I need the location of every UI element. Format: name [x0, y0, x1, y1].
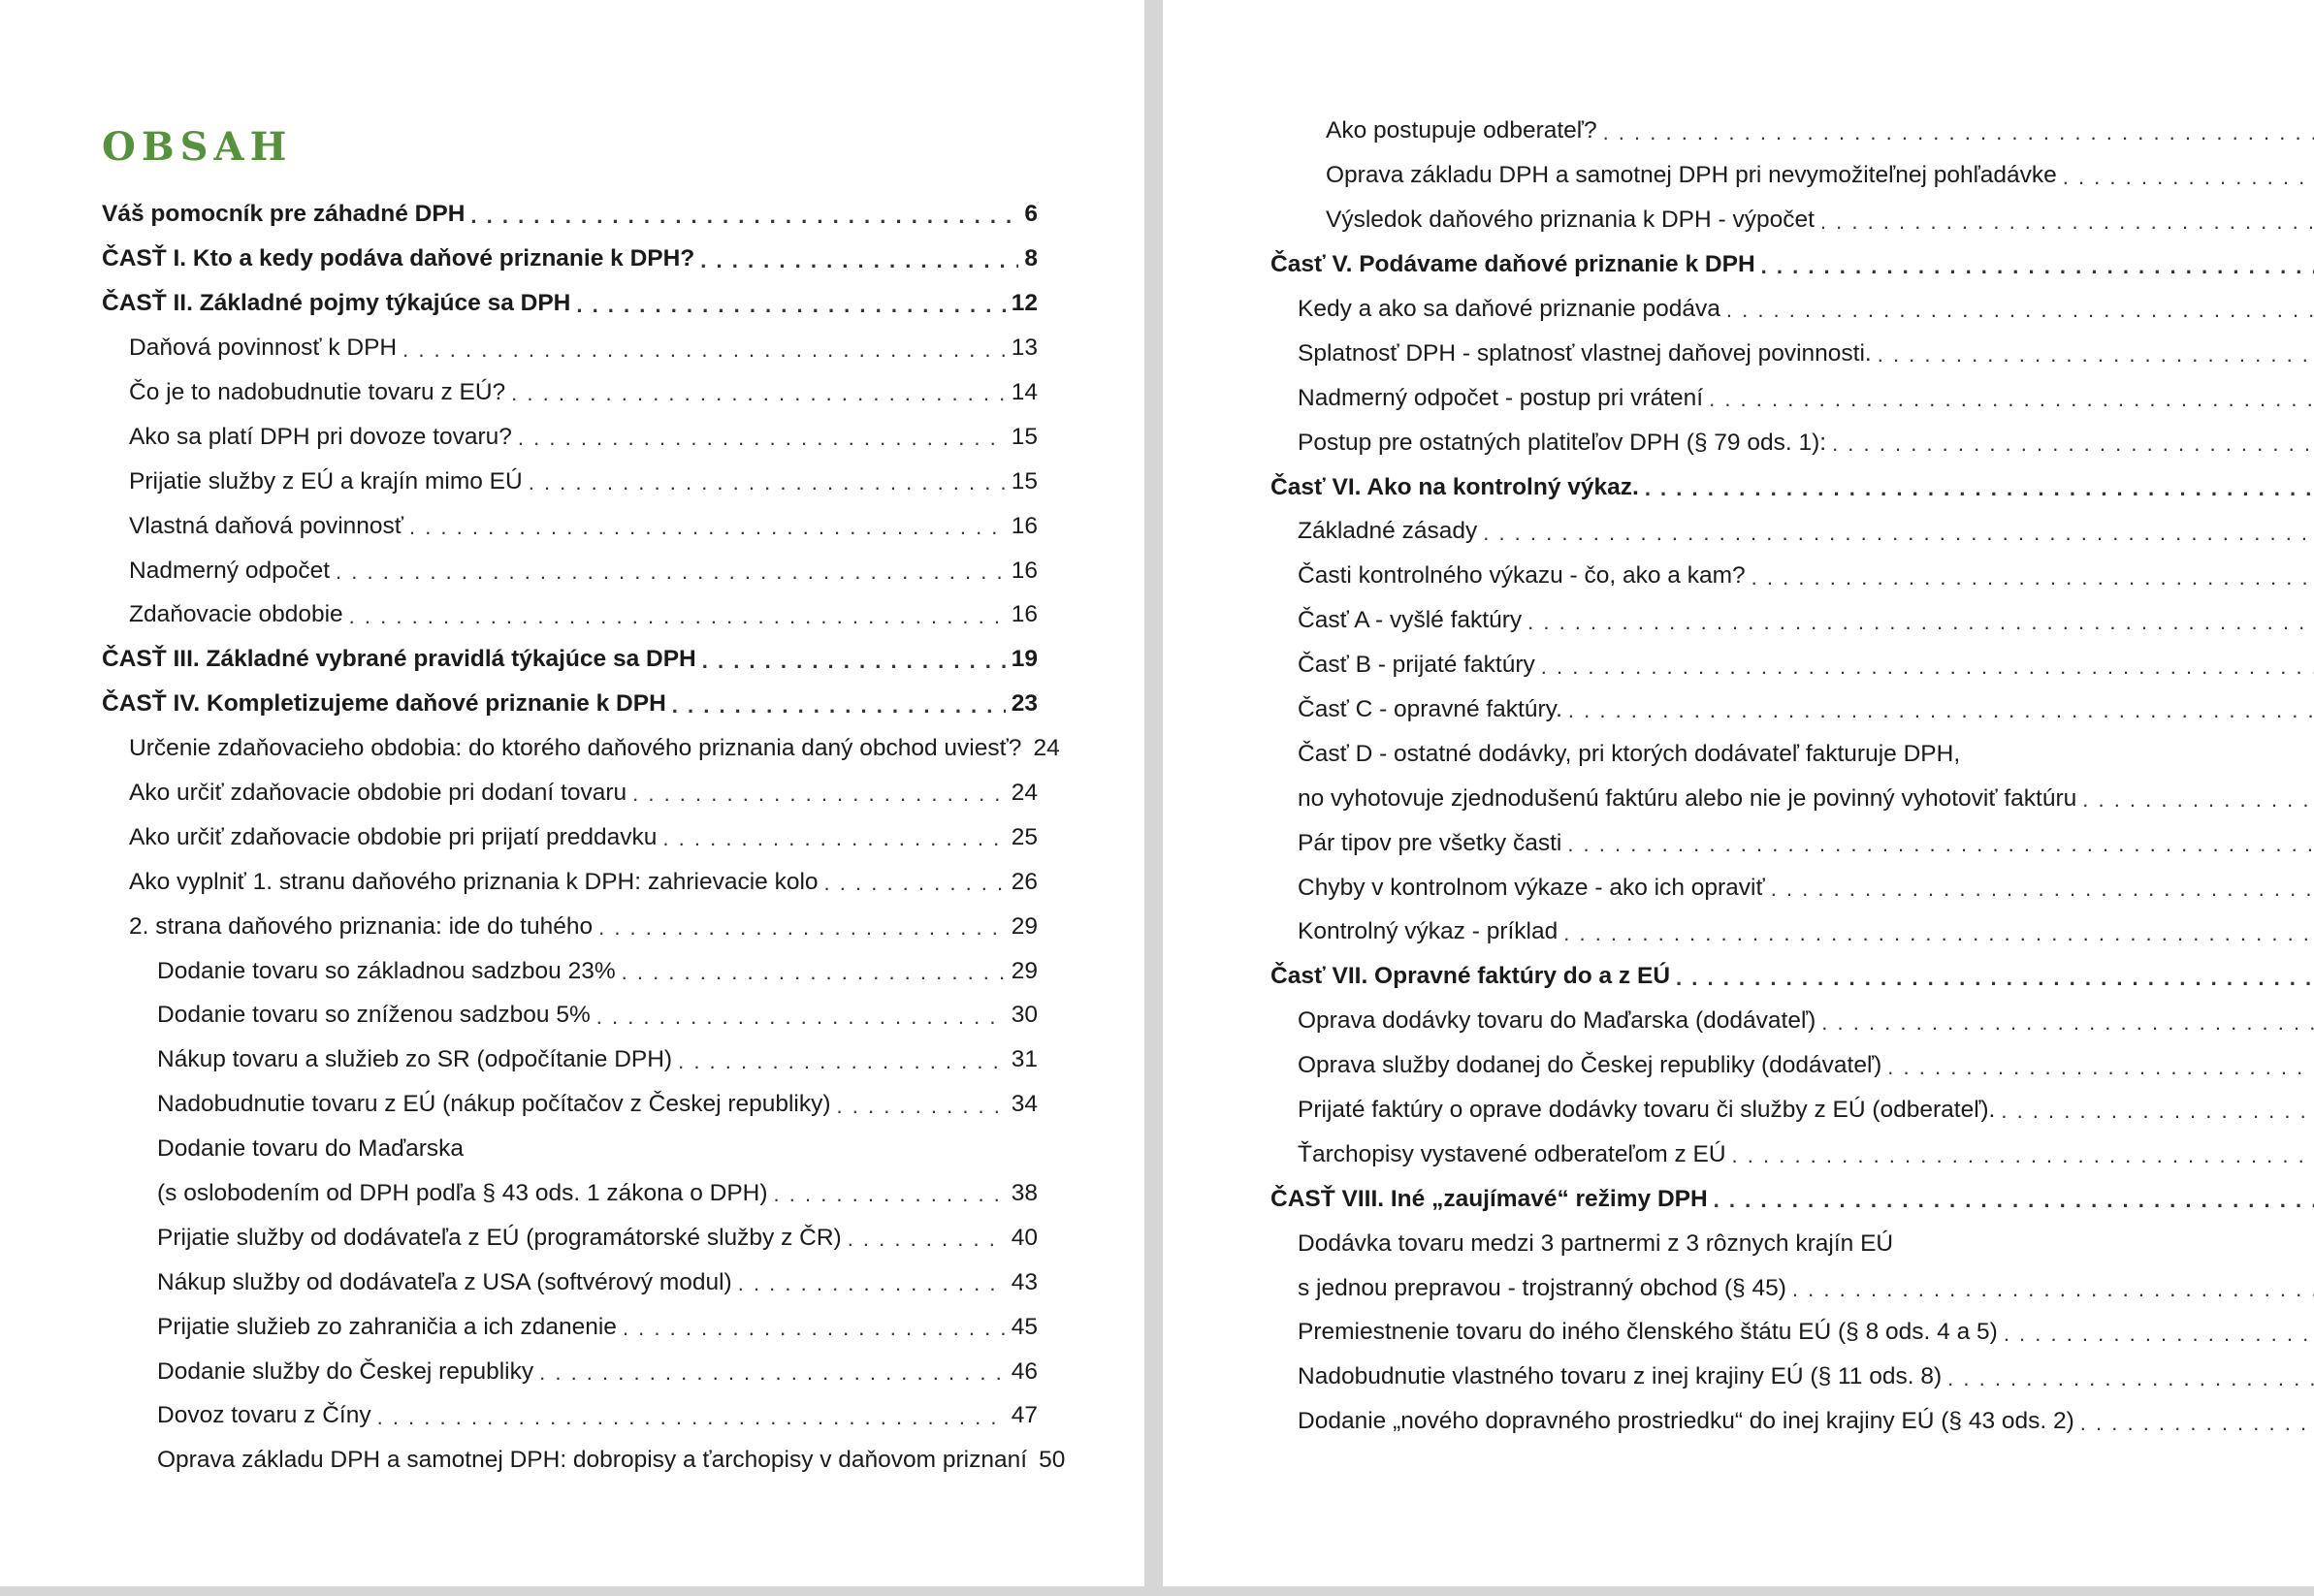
dot-leader [1568, 700, 2314, 721]
dot-leader [672, 695, 1006, 717]
toc-entry-title: ČASŤ III. Základné vybrané pravidlá týkajúce sa DPH [102, 646, 696, 673]
toc-entry-title: Oprava základu DPH a samotnej DPH: dobropisy a ťarchopisy v daňovom priznaní [157, 1447, 1028, 1474]
toc-entry-title: Dodanie „nového dopravného prostriedku“ do inej krajiny EÚ (§ 43 ods. 2) [1298, 1408, 2074, 1435]
toc-entry-page-number: 24 [1011, 779, 1038, 806]
toc-entry[interactable] [102, 546, 1038, 591]
toc-entry-title: Vlastná daňová povinnosť [129, 512, 403, 539]
toc-entry[interactable] [102, 190, 1038, 235]
toc-entry-title: Nadobudnutie tovaru z EÚ (nákup počítačov z Českej republiky) [157, 1091, 831, 1118]
dot-leader [1887, 1057, 2314, 1078]
toc-entry-page-number: 8 [1024, 245, 1038, 272]
dot-leader [598, 917, 1006, 939]
toc-entry[interactable] [1270, 418, 2314, 463]
toc-entry[interactable] [102, 591, 1038, 635]
toc-entry-page-number: 50 [1039, 1447, 1066, 1474]
toc-entry-title: Oprava služby dodanej do Českej republiky (dodávateľ) [1298, 1052, 1882, 1079]
toc-entry-page-number: 46 [1011, 1357, 1038, 1385]
toc-entry-title: 2. strana daňového priznania: ide do tuhého [129, 912, 594, 940]
toc-entry[interactable] [1270, 908, 2314, 952]
toc-entry-title: (s oslobodením od DPH podľa § 43 ods. 1 zákona o DPH) [157, 1179, 768, 1206]
toc-entry-title: Splatnosť DPH - splatnosť vlastnej daňovej povinnosti. [1298, 339, 1872, 367]
toc-entry-title: Nadmerný odpočet - postup pri vrátení [1298, 384, 1704, 411]
toc-entry-page-number: 16 [1011, 512, 1038, 539]
toc-entry[interactable] [1270, 151, 2314, 196]
toc-entry[interactable] [1270, 329, 2314, 373]
dot-leader [1541, 656, 2314, 678]
dot-leader [2063, 167, 2314, 188]
toc-entry-title: Dodanie tovaru so zníženou sadzbou 5% [157, 1002, 591, 1029]
toc-entry-title: s jednou prepravou - trojstranný obchod (§ 45) [1298, 1274, 1786, 1301]
toc-entry[interactable] [1270, 240, 2314, 285]
toc-entry-title: Určenie zdaňovacieho obdobia: do ktorého daňového priznania daný obchod uviesť? [129, 735, 1022, 762]
toc-entry[interactable] [102, 501, 1038, 546]
toc-entry-page-number: 40 [1011, 1224, 1038, 1251]
toc-entry[interactable] [102, 1436, 1066, 1481]
toc-entry-title: Chyby v kontrolnom výkaze - ako ich opraviť [1298, 874, 1765, 901]
dot-leader [2080, 1413, 2314, 1434]
toc-entry-title: Dodávka tovaru medzi 3 partnermi z 3 rôznych krajín EÚ [1298, 1229, 1894, 1257]
toc-entry-title: Ako určiť zdaňovacie obdobie pri prijatí preddavku [129, 823, 658, 850]
dot-leader [662, 828, 1005, 849]
dot-leader [539, 1362, 1006, 1384]
toc-entry-page-number: 24 [1033, 735, 1060, 762]
dot-leader [402, 339, 1006, 361]
toc-entry-title: Nákup služby od dodávateľa z USA (softvérový modul) [157, 1268, 732, 1295]
toc-entry-title: Výsledok daňového priznania k DPH - výpočet [1326, 207, 1815, 234]
toc-entry-title: Dodanie služby do Českej republiky [157, 1357, 534, 1385]
toc-entry-page-number: 25 [1011, 823, 1038, 850]
dot-leader [738, 1273, 1006, 1294]
toc-entry[interactable] [1270, 196, 2314, 240]
toc-entry-page-number: 26 [1011, 868, 1038, 895]
toc-entry-title: Postup pre ostatných platiteľov DPH (§ 79 ods. 1): [1298, 429, 1827, 456]
toc-entry-title: Nadobudnutie vlastného tovaru z inej krajiny EÚ (§ 11 ods. 8) [1298, 1363, 1943, 1390]
dot-leader [1714, 1190, 2314, 1211]
toc-entry[interactable] [1270, 1353, 2314, 1397]
toc-entry-title: Časť A - vyšlé faktúry [1298, 607, 1523, 634]
toc-entry[interactable] [102, 1391, 1038, 1436]
dot-leader [1563, 923, 2314, 944]
toc-entry-title: Kontrolný výkaz - príklad [1298, 918, 1559, 945]
dot-leader [529, 472, 1006, 494]
dot-leader [1527, 612, 2314, 633]
toc-entry[interactable] [102, 680, 1038, 724]
toc-entry[interactable] [102, 813, 1038, 857]
dot-leader [1947, 1368, 2314, 1389]
toc-entry[interactable] [102, 1213, 1038, 1258]
toc-entry-title: Ťarchopisy vystavené odberateľom z EÚ [1298, 1140, 1726, 1167]
dot-leader [1820, 211, 2314, 233]
dot-leader [1645, 478, 2314, 499]
dot-leader [678, 1051, 1006, 1072]
toc-entry-title: Daňová povinnosť k DPH [129, 335, 398, 362]
dot-leader [632, 783, 1006, 805]
toc-entry-title: Dodanie tovaru do Maďarska [157, 1135, 465, 1163]
toc-entry[interactable] [1270, 641, 2314, 686]
dot-leader [1821, 1012, 2314, 1034]
toc-list-right [1270, 107, 2314, 1442]
toc-entry[interactable] [102, 457, 1038, 501]
toc-entry[interactable] [1270, 1086, 2314, 1131]
toc-entry-page-number: 30 [1011, 1002, 1038, 1029]
dot-leader [2082, 789, 2314, 811]
dot-leader [1676, 968, 2314, 989]
toc-entry-title: Pár tipov pre všetky časti [1298, 829, 1562, 856]
toc-entry[interactable] [102, 412, 1038, 457]
dot-leader [700, 250, 1018, 271]
toc-entry[interactable] [1270, 686, 2314, 730]
toc-entry[interactable] [1270, 1397, 2314, 1442]
toc-entry[interactable] [102, 724, 1060, 769]
toc-entry-title: Prijatie služieb zo zahraničia a ich zdanenie [157, 1313, 617, 1340]
right-page [1163, 0, 2314, 1586]
dot-leader [622, 962, 1006, 983]
toc-entry-page-number: 47 [1011, 1402, 1038, 1429]
toc-entry-title: Ako vyplniť 1. stranu daňového priznania k DPH: zahrievacie kolo [129, 868, 819, 895]
toc-entry-title: Dodanie tovaru so základnou sadzbou 23% [157, 957, 616, 984]
toc-entry[interactable] [102, 991, 1038, 1036]
dot-leader [470, 206, 1018, 227]
toc-entry-title: Váš pomocník pre záhadné DPH [102, 201, 466, 228]
toc-entry[interactable] [102, 368, 1038, 413]
dot-leader [1792, 1279, 2314, 1300]
toc-entry[interactable] [1270, 463, 2314, 507]
toc-entry-page-number: 29 [1011, 957, 1038, 984]
toc-entry-title: Zdaňovacie obdobie [129, 601, 343, 628]
toc-entry-title: Časť B - prijaté faktúry [1298, 652, 1535, 679]
dot-leader [2004, 1324, 2314, 1345]
toc-entry-title: Základné zásady [1298, 518, 1478, 545]
toc-entry[interactable] [1270, 774, 2314, 818]
toc-entry-title: Premiestnenie tovaru do iného členského štátu EÚ (§ 8 ods. 4 a 5) [1298, 1319, 1998, 1346]
toc-entry[interactable] [1270, 107, 2314, 151]
toc-entry[interactable] [102, 1169, 1038, 1214]
dot-leader [1752, 567, 2314, 589]
toc-entry-title: ČASŤ I. Kto a kedy podáva daňové priznanie k DPH? [102, 245, 695, 272]
toc-entry-page-number: 15 [1011, 467, 1038, 495]
toc-entry[interactable] [1270, 1130, 2314, 1174]
dot-leader [336, 561, 1006, 583]
dot-leader [1567, 834, 2314, 855]
toc-entry-title: Kedy a ako sa daňové priznanie podáva [1298, 295, 1720, 322]
dot-leader [1603, 122, 2314, 144]
dot-leader [409, 517, 1006, 538]
toc-entry-title: Časť D - ostatné dodávky, pri ktorých dodávateľ fakturuje DPH, [1298, 740, 1961, 767]
toc-entry-page-number: 14 [1011, 378, 1038, 405]
toc-entry-title: Ako postupuje odberateľ? [1326, 117, 1597, 144]
toc-entry-page-number: 13 [1011, 335, 1038, 362]
toc-entry-title: Ako sa platí DPH pri dovoze tovaru? [129, 423, 512, 450]
toc-entry[interactable] [1270, 952, 2314, 997]
toc-entry-title: Časť VII. Opravné faktúry do a z EÚ [1270, 963, 1671, 990]
toc-entry-title: no vyhotovuje zjednodušenú faktúru alebo nie je povinný vyhotoviť faktúru [1298, 784, 2077, 812]
toc-entry[interactable] [1270, 1263, 2314, 1308]
toc-entry[interactable] [102, 857, 1038, 902]
toc-entry-title: Dovoz tovaru z Číny [157, 1402, 371, 1429]
toc-entry-title: Časť V. Podávame daňové priznanie k DPH [1270, 251, 1755, 278]
toc-entry-title: Ako určiť zdaňovacie obdobie pri dodaní tovaru [129, 779, 627, 806]
toc-entry-title: Časti kontrolného výkazu - čo, ako a kam? [1298, 562, 1746, 590]
toc-entry-title: Časť VI. Ako na kontrolný výkaz. [1270, 473, 1639, 500]
dot-leader [1771, 878, 2314, 900]
dot-leader [1732, 1145, 2314, 1166]
dot-leader [518, 428, 1006, 449]
dot-leader [1483, 523, 2314, 544]
dot-leader [837, 1096, 1006, 1117]
toc-entry-page-number: 15 [1011, 423, 1038, 450]
toc-entry-page-number: 45 [1011, 1313, 1038, 1340]
toc-entry-page-number: 6 [1024, 201, 1038, 228]
dot-leader [349, 606, 1006, 627]
toc-entry[interactable] [102, 1302, 1038, 1347]
toc-entry[interactable] [1270, 507, 2314, 552]
dot-leader [377, 1407, 1006, 1428]
toc-entry[interactable] [1270, 596, 2314, 641]
toc-entry[interactable] [102, 1080, 1038, 1125]
dot-leader [1709, 389, 2314, 410]
toc-entry-title: Oprava základu DPH a samotnej DPH pri nevymožiteľnej pohľadávke [1326, 162, 2057, 189]
toc-entry[interactable] [102, 769, 1038, 814]
toc-entry-title: Prijaté faktúry o oprave dodávky tovaru či služby z EÚ (odberateľ). [1298, 1096, 1996, 1123]
dot-leader [1726, 300, 2314, 321]
toc-entry-title: Oprava dodávky tovaru do Maďarska (dodávateľ) [1298, 1007, 1816, 1035]
toc-entry-title: Čo je to nadobudnutie tovaru z EÚ? [129, 378, 506, 405]
dot-leader [576, 295, 1005, 316]
toc-entry-page-number: 38 [1011, 1179, 1038, 1206]
toc-entry[interactable] [102, 1125, 1038, 1169]
toc-entry[interactable] [102, 235, 1038, 279]
toc-entry-title: ČASŤ IV. Kompletizujeme daňové priznanie k DPH [102, 690, 666, 718]
toc-entry[interactable] [102, 1258, 1038, 1302]
dot-leader [702, 651, 1006, 672]
dot-leader [596, 1006, 1006, 1028]
toc-entry[interactable] [102, 902, 1038, 946]
toc-entry-title: ČASŤ VIII. Iné „zaujímavé“ režimy DPH [1270, 1185, 1708, 1212]
toc-entry[interactable] [1270, 818, 2314, 863]
dot-leader [1832, 433, 2314, 455]
toc-entry-page-number: 29 [1011, 912, 1038, 940]
dot-leader [623, 1318, 1006, 1339]
toc-entry[interactable] [102, 324, 1038, 368]
toc-entry[interactable] [1270, 1219, 2314, 1263]
toc-entry-page-number: 16 [1011, 557, 1038, 584]
toc-entry-title: Prijatie služby od dodávateľa z EÚ (programátorské služby z ČR) [157, 1224, 842, 1251]
dot-leader [774, 1184, 1006, 1205]
toc-entry[interactable] [1270, 863, 2314, 908]
dot-leader [1761, 256, 2314, 277]
toc-entry-title: Časť C - opravné faktúry. [1298, 695, 1562, 722]
toc-list-left [102, 190, 1066, 1481]
toc-entry-title: Nadmerný odpočet [129, 557, 331, 584]
toc-entry[interactable] [1270, 1308, 2314, 1353]
dot-leader [511, 383, 1006, 404]
dot-leader [1878, 344, 2314, 366]
dot-leader [848, 1229, 1006, 1250]
toc-entry-title: Nákup tovaru a služieb zo SR (odpočítanie DPH) [157, 1046, 673, 1073]
left-page [0, 0, 1144, 1586]
toc-entry-page-number: 34 [1011, 1091, 1038, 1118]
toc-entry[interactable] [1270, 997, 2314, 1041]
toc-entry[interactable] [102, 279, 1038, 324]
dot-leader [824, 873, 1006, 894]
toc-entry[interactable] [1270, 552, 2314, 596]
toc-entry[interactable] [1270, 285, 2314, 330]
toc-entry-page-number: 16 [1011, 601, 1038, 628]
toc-entry-page-number: 43 [1011, 1268, 1038, 1295]
toc-entry-page-number: 23 [1011, 690, 1038, 718]
toc-entry-title: Prijatie služby z EÚ a krajín mimo EÚ [129, 467, 523, 495]
toc-entry[interactable] [102, 946, 1038, 991]
toc-entry[interactable] [1270, 729, 2314, 774]
toc-entry[interactable] [102, 1347, 1038, 1391]
toc-entry[interactable] [1270, 373, 2314, 418]
toc-entry-page-number: 12 [1011, 290, 1038, 317]
toc-entry-page-number: 19 [1011, 646, 1038, 673]
toc-entry[interactable] [102, 1036, 1038, 1080]
toc-entry-page-number: 31 [1011, 1046, 1038, 1073]
toc-entry-title: ČASŤ II. Základné pojmy týkajúce sa DPH [102, 290, 571, 317]
toc-entry[interactable] [1270, 1041, 2314, 1086]
toc-title: OBSAH [102, 124, 293, 170]
toc-entry[interactable] [102, 635, 1038, 680]
toc-entry[interactable] [1270, 1174, 2314, 1219]
dot-leader [2001, 1101, 2314, 1122]
